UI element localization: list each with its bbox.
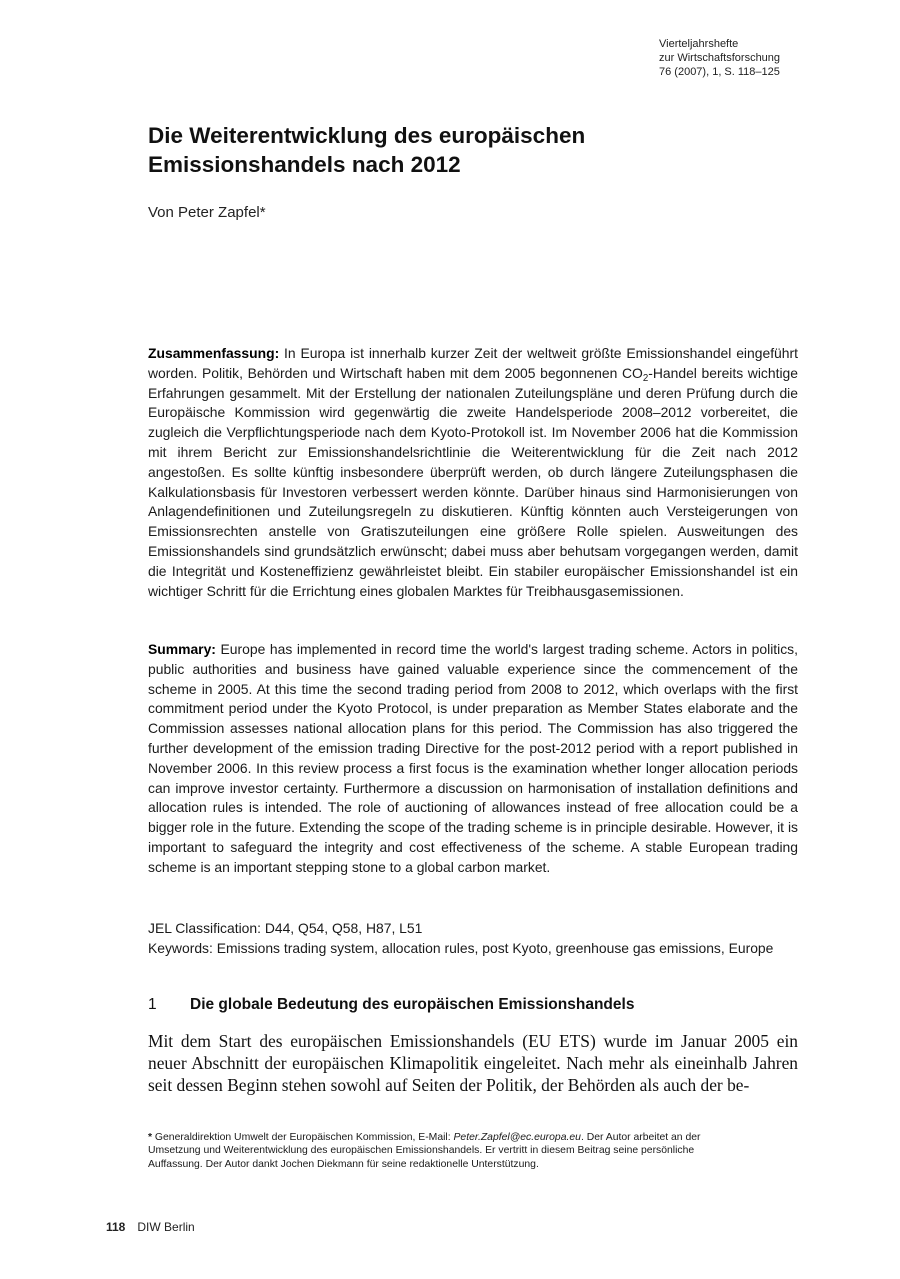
- article-title-line-1: Die Weiterentwicklung des europäischen: [148, 123, 586, 148]
- article-title-line-2: Emissionshandels nach 2012: [148, 152, 461, 177]
- page-footer: [106, 1219, 195, 1235]
- co2-subscript: 2: [642, 372, 649, 384]
- abstract-english: [148, 640, 798, 878]
- author-line: Von Peter Zapfel*: [148, 204, 266, 221]
- jel-classification: JEL Classification: D44, Q54, Q58, H87, L51: [148, 920, 423, 936]
- section-title: Die globale Bedeutung des europäischen Emissionshandels: [190, 996, 635, 1013]
- author-email: Peter.Zapfel@ec.europa.eu: [453, 1132, 581, 1143]
- abstract-german-label: Zusammenfassung:: [148, 345, 280, 361]
- abstract-english-text: Europe has implemented in record time the world's largest trading scheme. Actors in politics, public authorities and business have gained valuable experience since the commencement of the scheme in 2005. At this time the second trading period from 2008 to 2012, which overlaps with the first commitment period under the Kyoto Protocol, is under preparation as Member States elaborate and the Commission assesses national allocation plans for this period. The Commission has also triggered the further development of the emission trading Directive for the post-2012 period with a report published in November 2006. In this review process a first focus is the examination whether longer allocation periods can improve investor certainty. Furthermore a discussion on harmonisation of installation definitions and allocation rules is intended. The role of auctioning of allowances instead of free allocation could be a bigger role in the future. Extending the scope of the trading scheme is in principle desirable. However, it is important to safeguard the integrity and cost effectiveness of the scheme. A stable European trading scheme is an important stepping stone to a global carbon market.: [148, 641, 798, 875]
- abstract-english-label: Summary:: [148, 641, 216, 657]
- publisher-name: DIW Berlin: [137, 1220, 195, 1234]
- footnote-text-1: Generaldirektion Umwelt der Europäischen Kommission, E-Mail:: [152, 1132, 454, 1143]
- article-title: [148, 121, 788, 179]
- section-heading: [148, 994, 798, 1016]
- footnote-mark: *: [148, 1132, 153, 1143]
- journal-name: Vierteljahrshefte: [659, 38, 739, 50]
- keywords: Keywords: Emissions trading system, allocation rules, post Kyoto, greenhouse gas emissions, Europe: [148, 940, 774, 956]
- journal-reference: [659, 37, 780, 79]
- section-number: 1: [148, 996, 157, 1013]
- journal-volume: 76 (2007), 1, S. 118–125: [659, 66, 780, 78]
- abstract-german: [148, 344, 798, 601]
- footnote: [148, 1131, 718, 1171]
- page-number: 118: [106, 1220, 126, 1234]
- abstract-german-text-2: -Handel bereits wichtige Erfahrungen gesammelt. Mit der Erstellung der nationalen Zuteilungspläne und deren Prüfung durch die Europäische Kommission wird gegenwärtig die zweite Handelsperiode 2008–2012 vorbereitet, die zugleich die Verpflichtungsperiode nach dem Kyoto-Protokoll ist. Im November 2006 hat die Kommission mit ihrem Bericht zur Emissionshandelsrichtlinie die Weiterentwicklung für die Zeit nach 2012 angestoßen. Es sollte künftig insbesondere überprüft werden, ob durch längere Zuteilungsphasen die Kalkulationsbasis für Investoren verbessert werden könnte. Darüber hinaus sind Harmonisierungen von Anlagendefinitionen und Zuteilungsregeln zu diskutieren. Künftig könnten auch Versteigerungen von Emissionsrechten anstelle von Gratiszuteilungen eine größere Rolle spielen. Ausweitungen des Emissionshandels sind grundsätzlich erwünscht; dabei muss aber behutsam vorgegangen werden, damit die Integrität und Kosteneffizienz gewährleistet bleibt. Ein stabiler europäischer Emissionshandel ist ein wichtiger Schritt für die Errichtung eines globalen Marktes für Treibhausgasemissionen.: [148, 364, 798, 599]
- abstract-german-text-1: In Europa ist innerhalb kurzer Zeit der weltweit größte Emissionshandel eingeführt worden. Politik, Behörden und Wirtschaft haben mit dem 2005 begonnenen CO: [148, 345, 798, 381]
- body-paragraph: Mit dem Start des europäischen Emissionshandels (EU ETS) wurde im Januar 2005 ein neuer Abschnitt der europäischen Klimapolitik eingeleitet. Nach mehr als eineinhalb Jahren seit dessen Beginn stehen sowohl auf Seiten der Politik, der Behörden als auch der be-: [148, 1031, 798, 1095]
- classification-block: [148, 918, 798, 958]
- footnote-text-2: . Der Autor arbeitet an der Umsetzung und Weiterentwicklung des europäischen Emissionshandels. Er vertritt in diesem Beitrag seine persönliche Auffassung. Der Autor dankt Jochen Diekmann für seine redaktionelle Unterstützung.: [148, 1132, 701, 1170]
- journal-subtitle: zur Wirtschaftsforschung: [659, 52, 781, 64]
